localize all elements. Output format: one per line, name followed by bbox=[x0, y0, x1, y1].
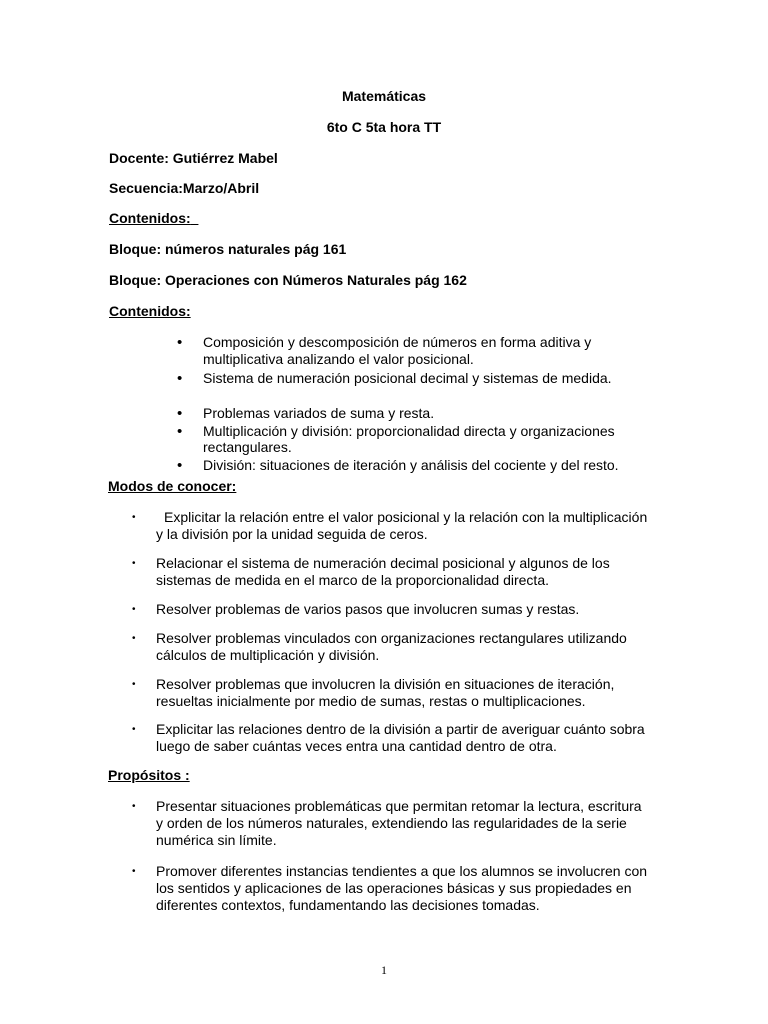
list-item-text: y la división por la unidad seguida de ceros. bbox=[156, 526, 428, 542]
bullet-icon bbox=[132, 676, 136, 693]
list-item bbox=[156, 630, 627, 664]
list-item-text: numérica sin límite. bbox=[156, 832, 277, 848]
list-item-text: diferentes contextos, fundamentando las decisiones tomadas. bbox=[156, 897, 540, 913]
list-item-text: multiplicativa analizando el valor posicional. bbox=[203, 351, 474, 367]
list-item-text: y orden de los números naturales, extendiendo las regularidades de la serie bbox=[156, 815, 627, 831]
bullet-icon bbox=[132, 555, 136, 572]
contents-heading-top bbox=[109, 210, 198, 227]
list-item-text: Multiplicación y división: proporcionalidad directa y organizaciones bbox=[203, 423, 615, 439]
list-item bbox=[156, 676, 614, 710]
list-item-text: sistemas de medida en el marco de la proporcionalidad directa. bbox=[156, 572, 549, 588]
bullet-icon bbox=[177, 370, 182, 387]
purposes-heading bbox=[108, 767, 190, 784]
list-item bbox=[203, 334, 591, 368]
bullet-icon bbox=[132, 721, 136, 738]
list-item-text: División: situaciones de iteración y análisis del cociente y del resto. bbox=[203, 457, 619, 473]
list-item-text: Composición y descomposición de números en forma aditiva y bbox=[203, 334, 592, 350]
contents-heading-label: Contenidos: bbox=[109, 303, 191, 319]
list-item bbox=[203, 457, 619, 474]
purposes-heading-label: Propósitos : bbox=[108, 767, 190, 783]
bullet-icon bbox=[177, 405, 182, 422]
list-item bbox=[156, 798, 642, 849]
course-subtitle: 6to C 5ta hora TT bbox=[326, 119, 442, 135]
bullet-icon bbox=[132, 798, 136, 815]
list-item-text: Explicitar la relación entre el valor posicional y la relación con la multiplicación bbox=[164, 509, 648, 525]
list-item bbox=[156, 721, 645, 755]
list-item-text: Presentar situaciones problemáticas que permitan retomar la lectura, escritura bbox=[156, 798, 642, 814]
block-natural-numbers: Bloque: números naturales pág 161 bbox=[109, 241, 347, 257]
ways-of-knowing-heading bbox=[108, 478, 236, 495]
list-item-text: Problemas variados de suma y resta. bbox=[203, 405, 435, 421]
list-item bbox=[156, 601, 579, 618]
list-item-text: Relacionar el sistema de numeración decimal posicional y algunos de los bbox=[156, 555, 610, 571]
list-item-text: Promover diferentes instancias tendientes a que los alumnos se involucren con bbox=[156, 863, 648, 879]
list-item-text: Resolver problemas de varios pasos que involucren sumas y restas. bbox=[156, 601, 580, 617]
page-number: 1 bbox=[381, 963, 387, 977]
list-item-text: Sistema de numeración posicional decimal y sistemas de medida. bbox=[203, 370, 612, 386]
list-item-text: Resolver problemas que involucren la división en situaciones de iteración, bbox=[156, 676, 615, 692]
bullet-icon bbox=[132, 509, 136, 526]
list-item-text: cálculos de multiplicación y división. bbox=[156, 647, 380, 663]
bullet-icon bbox=[132, 863, 136, 880]
list-item-text: Resolver problemas vinculados con organizaciones rectangulares utilizando bbox=[156, 630, 627, 646]
list-item bbox=[203, 405, 434, 422]
page-title: Matemáticas bbox=[341, 88, 427, 104]
bullet-icon bbox=[177, 457, 182, 474]
list-item-text: resueltas inicialmente por medio de sumas, restas o multiplicaciones. bbox=[156, 693, 586, 709]
ways-of-knowing-heading-label: Modos de conocer: bbox=[108, 478, 237, 494]
contents-heading bbox=[109, 303, 191, 320]
list-item bbox=[203, 370, 612, 387]
bullet-icon bbox=[177, 423, 182, 440]
bullet-icon bbox=[132, 630, 136, 647]
list-item bbox=[203, 423, 615, 455]
list-item bbox=[156, 509, 647, 543]
list-item-text: rectangulares. bbox=[203, 439, 292, 455]
list-item bbox=[156, 863, 647, 914]
teacher-name: Docente: Gutiérrez Mabel bbox=[109, 150, 278, 166]
sequence-period: Secuencia:Marzo/Abril bbox=[109, 180, 260, 196]
list-item bbox=[156, 555, 610, 589]
list-item-text: los sentidos y aplicaciones de las operaciones básicas y sus propiedades en bbox=[156, 880, 632, 896]
block-operations: Bloque: Operaciones con Números Naturales pág 162 bbox=[109, 272, 467, 288]
bullet-icon bbox=[132, 601, 136, 618]
contents-heading-top-label: Contenidos: bbox=[109, 210, 191, 226]
list-item-text: Explicitar las relaciones dentro de la división a partir de averiguar cuánto sobra bbox=[156, 721, 645, 737]
list-item-text: luego de saber cuántas veces entra una cantidad dentro de otra. bbox=[156, 738, 557, 754]
bullet-icon bbox=[177, 334, 182, 351]
